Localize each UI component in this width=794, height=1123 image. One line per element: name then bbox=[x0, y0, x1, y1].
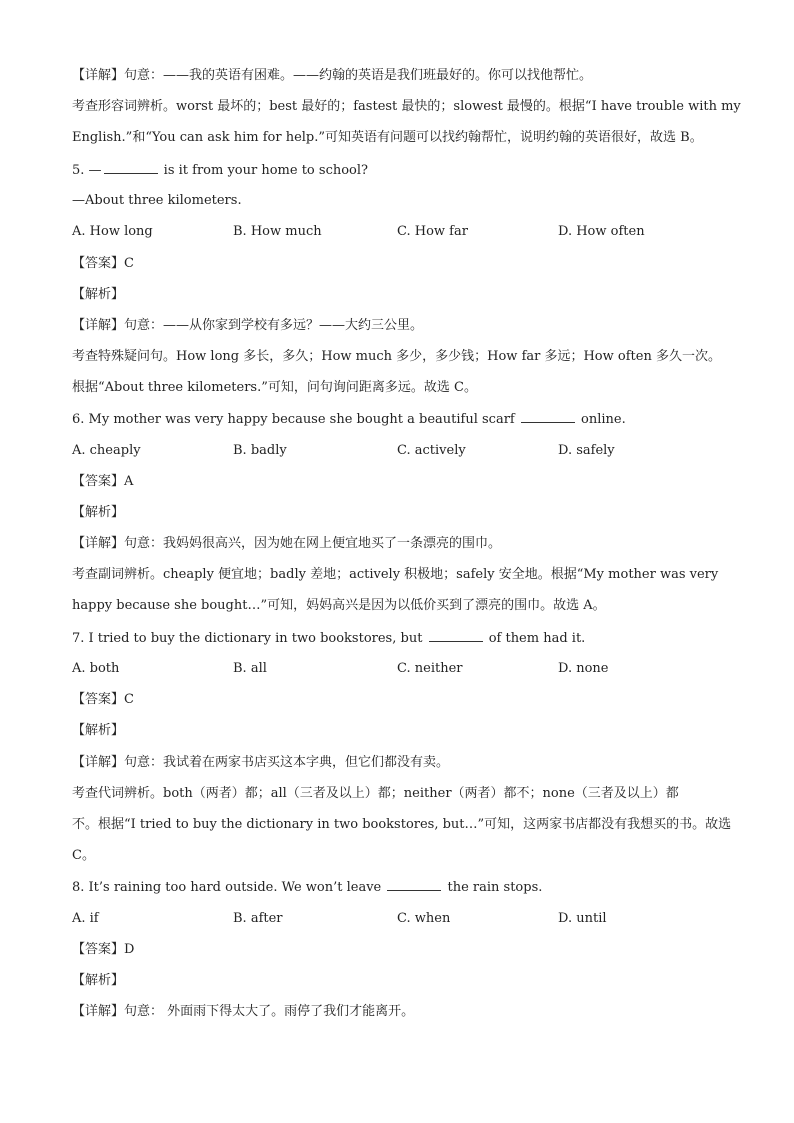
q6-detail-line bbox=[72, 535, 734, 553]
q4-detail-text: 句意：——我的英语有困难。——约翰的英语是我们班最好的。你可以找他帮忙。 bbox=[124, 68, 593, 83]
q4-analysis-line-2: English.”和“You can ask him for help.”可知英语有问题可以找约翰帮忙，说明约翰的英语很好，故选 B。 bbox=[72, 130, 703, 145]
q7-blank bbox=[429, 629, 483, 642]
q5-answer-line bbox=[72, 255, 734, 273]
q5-option-d: D. How often bbox=[558, 224, 645, 239]
q6-answer-line bbox=[72, 473, 734, 491]
q6-option-a: A. cheaply bbox=[72, 443, 141, 458]
q5-stem-start: 5. — bbox=[72, 163, 102, 178]
q7-stem-start: 7. I tried to buy the dictionary in two bookstores, but bbox=[72, 631, 427, 646]
q7-analysis-line-3: C。 bbox=[72, 848, 95, 863]
q5-analysis-line-1: 考查特殊疑问句。How long 多长，多久；How much 多少，多少钱；How far 多远；How often 多久一次。 bbox=[72, 349, 721, 364]
q5-blank bbox=[104, 161, 158, 174]
detail-label: 【详解】 bbox=[72, 318, 125, 333]
q5-detail-text: 句意：——从你家到学校有多远？——大约三公里。 bbox=[124, 318, 424, 333]
q7-detail-line bbox=[72, 754, 734, 772]
answer-label: 【答案】 bbox=[72, 256, 125, 271]
q6-blank bbox=[521, 410, 575, 423]
q5-option-c: C. How far bbox=[397, 224, 468, 239]
q8-option-a: A. if bbox=[72, 911, 99, 926]
q8-detail-line bbox=[72, 1003, 734, 1021]
q5-reply: —About three kilometers. bbox=[72, 193, 242, 208]
q8-analysis-label: 【解析】 bbox=[72, 973, 125, 988]
q6-detail-text: 句意：我妈妈很高兴，因为她在网上便宜地买了一条漂亮的围巾。 bbox=[124, 536, 502, 551]
q7-analysis-label: 【解析】 bbox=[72, 723, 125, 738]
q8-stem bbox=[72, 878, 734, 897]
q7-option-d: D. none bbox=[558, 661, 609, 676]
q6-answer: A bbox=[124, 474, 134, 489]
q8-detail-text: 句意： 外面雨下得太大了。雨停了我们才能离开。 bbox=[124, 1004, 415, 1019]
q7-option-b: B. all bbox=[233, 661, 267, 676]
q7-analysis-line-1: 考查代词辨析。both（两者）都；all（三者及以上）都；neither（两者）都不；none（三者及以上）都 bbox=[72, 786, 679, 801]
q8-stem-start: 8. It’s raining too hard outside. We won’t leave bbox=[72, 880, 386, 895]
q5-option-b: B. How much bbox=[233, 224, 322, 239]
detail-label: 【详解】 bbox=[72, 68, 125, 83]
q6-analysis-line-2: happy because she bought…”可知，妈妈高兴是因为以低价买到了漂亮的围巾。故选 A。 bbox=[72, 598, 606, 613]
q8-option-d: D. until bbox=[558, 911, 607, 926]
q7-answer-line bbox=[72, 691, 734, 709]
q6-stem-start: 6. My mother was very happy because she bought a beautiful scarf bbox=[72, 412, 519, 427]
q7-answer: C bbox=[124, 692, 134, 707]
detail-label: 【详解】 bbox=[72, 1004, 125, 1019]
detail-label: 【详解】 bbox=[72, 536, 125, 551]
q5-stem-end: is it from your home to school? bbox=[159, 163, 368, 178]
q6-option-c: C. actively bbox=[397, 443, 466, 458]
q4-detail-line bbox=[72, 67, 734, 85]
q5-detail-line bbox=[72, 317, 734, 335]
q5-option-a: A. How long bbox=[72, 224, 153, 239]
q6-stem bbox=[72, 410, 734, 429]
q5-analysis-line-2: 根据“About three kilometers.”可知，问句询问距离多远。故选 C。 bbox=[72, 380, 477, 395]
q5-answer: C bbox=[124, 256, 134, 271]
detail-label: 【详解】 bbox=[72, 755, 125, 770]
q7-analysis-line-2: 不。根据“I tried to buy the dictionary in two bookstores, but…”可知，这两家书店都没有我想买的书。故选 bbox=[72, 817, 732, 832]
q8-option-b: B. after bbox=[233, 911, 283, 926]
answer-label: 【答案】 bbox=[72, 692, 125, 707]
q6-analysis-line-1: 考查副词辨析。cheaply 便宜地；badly 差地；actively 积极地；safely 安全地。根据“My mother was very bbox=[72, 567, 719, 582]
q5-stem bbox=[72, 161, 734, 180]
q6-option-d: D. safely bbox=[558, 443, 615, 458]
q8-answer-line bbox=[72, 941, 734, 959]
q6-stem-end: online. bbox=[576, 412, 626, 427]
q7-stem-end: of them had it. bbox=[484, 631, 586, 646]
q6-analysis-label: 【解析】 bbox=[72, 505, 125, 520]
q7-option-c: C. neither bbox=[397, 661, 463, 676]
q8-stem-end: the rain stops. bbox=[443, 880, 543, 895]
q8-answer: D bbox=[124, 942, 135, 957]
answer-label: 【答案】 bbox=[72, 474, 125, 489]
q4-analysis-line-1: 考查形容词辨析。worst 最坏的；best 最好的；fastest 最快的；slowest 最慢的。根据“I have trouble with my bbox=[72, 99, 741, 114]
q8-blank bbox=[387, 878, 441, 891]
q7-stem bbox=[72, 629, 734, 648]
q7-detail-text: 句意：我试着在两家书店买这本字典，但它们都没有卖。 bbox=[124, 755, 450, 770]
q8-option-c: C. when bbox=[397, 911, 451, 926]
q7-option-a: A. both bbox=[72, 661, 120, 676]
q5-analysis-label: 【解析】 bbox=[72, 287, 125, 302]
q6-option-b: B. badly bbox=[233, 443, 287, 458]
answer-label: 【答案】 bbox=[72, 942, 125, 957]
